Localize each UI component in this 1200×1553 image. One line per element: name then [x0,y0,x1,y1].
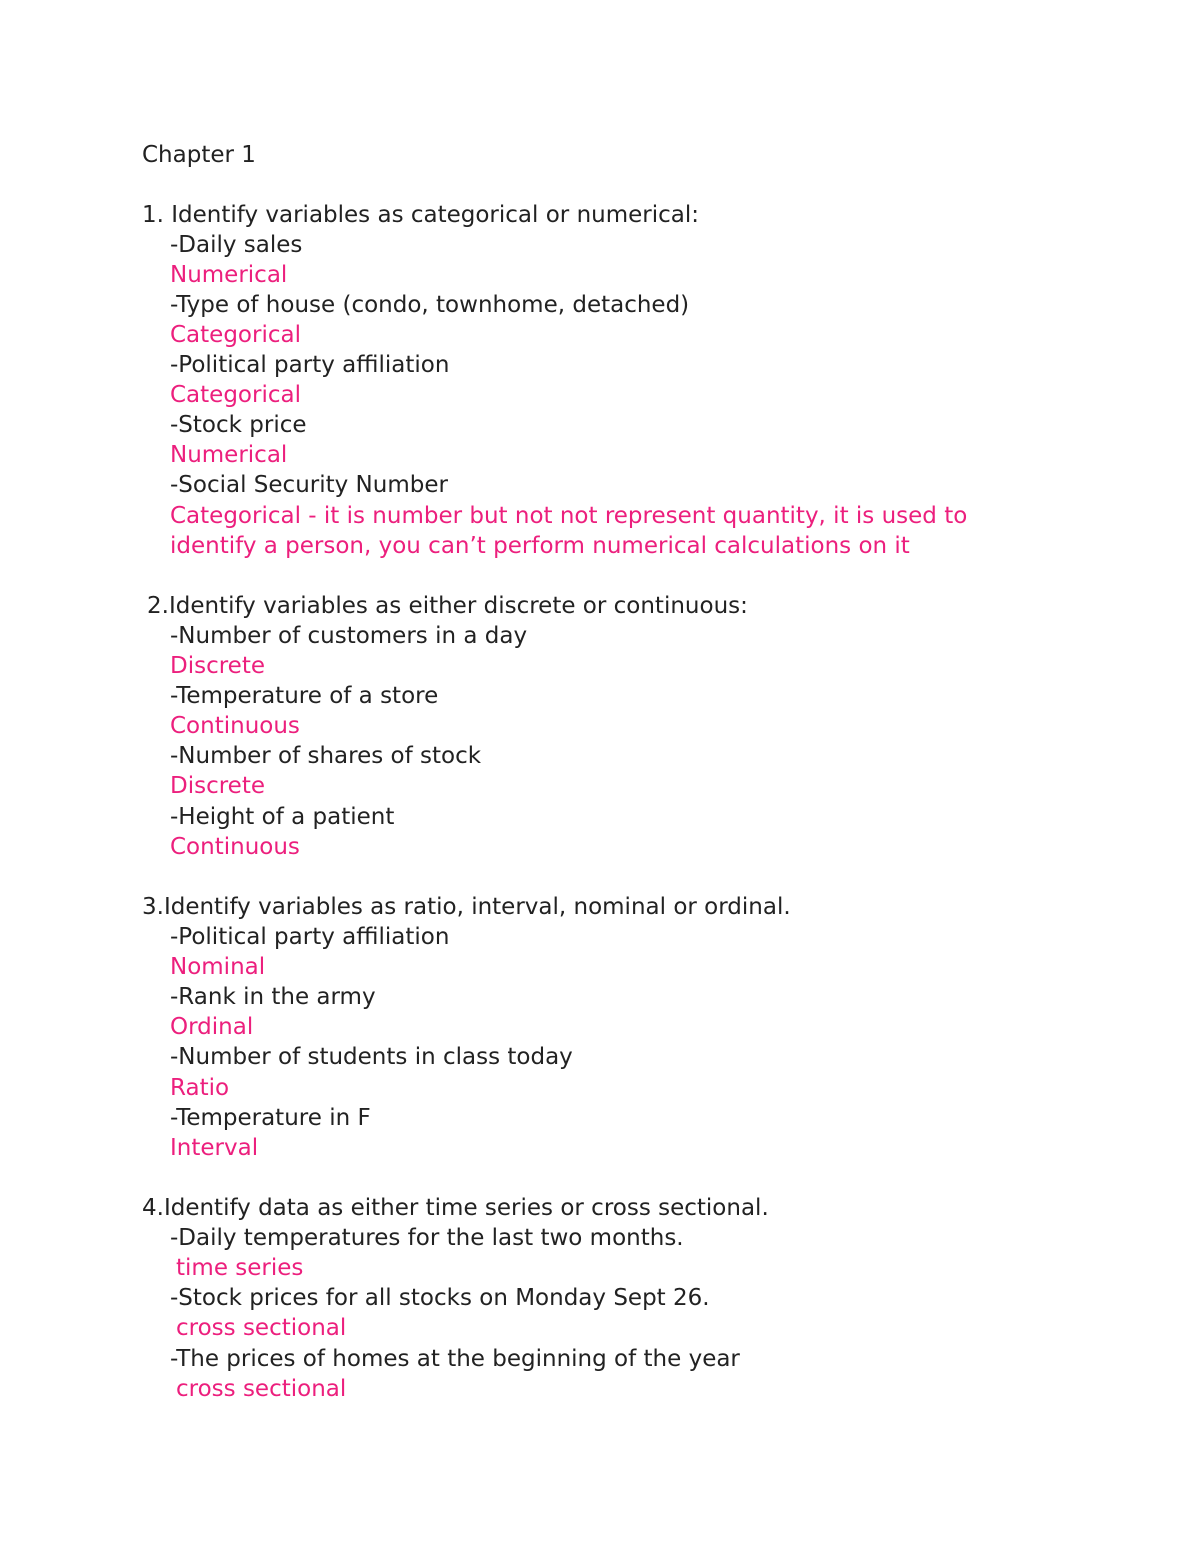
item-answer: Ratio [170,1075,230,1101]
item-prompt: -Height of a patient [170,804,395,830]
item-prompt: -The prices of homes at the beginning of the year [170,1346,740,1372]
item-answer: Interval [170,1135,259,1161]
item-prompt: -Political party affiliation [170,352,450,378]
item-answer: Categorical [170,322,301,348]
item-prompt: -Stock price [170,412,307,438]
item-prompt: -Temperature of a store [170,683,439,709]
item-answer: time series [176,1255,304,1281]
question-1: 1. Identify variables as categorical or numerical: [142,202,699,228]
item-prompt: -Number of students in class today [170,1044,573,1070]
item-answer: Continuous [170,834,300,860]
item-prompt: -Political party affiliation [170,924,450,950]
item-prompt: -Daily sales [170,232,303,258]
item-prompt: -Stock prices for all stocks on Monday Sept 26. [170,1285,710,1311]
item-answer: Categorical [170,382,301,408]
question-3: 3.Identify variables as ratio, interval, nominal or ordinal. [142,894,791,920]
item-answer: cross sectional [176,1376,347,1402]
item-answer: Nominal [170,954,266,980]
question-2: 2.Identify variables as either discrete or continuous: [147,593,748,619]
question-4: 4.Identify data as either time series or cross sectional. [142,1195,769,1221]
item-prompt: -Daily temperatures for the last two months. [170,1225,684,1251]
item-answer: Categorical - it is number but not not represent quantity, it is used to [170,503,968,529]
item-prompt: -Type of house (condo, townhome, detached) [170,292,690,318]
item-answer: Discrete [170,773,265,799]
item-answer: Ordinal [170,1014,254,1040]
item-answer: Discrete [170,653,265,679]
item-prompt: -Social Security Number [170,472,448,498]
item-answer-continued: identify a person, you can’t perform numerical calculations on it [170,533,910,559]
item-prompt: -Rank in the army [170,984,376,1010]
item-prompt: -Number of shares of stock [170,743,482,769]
item-answer: cross sectional [176,1315,347,1341]
item-prompt: -Temperature in F [170,1105,371,1131]
item-prompt: -Number of customers in a day [170,623,528,649]
item-answer: Numerical [170,262,288,288]
item-answer: Continuous [170,713,300,739]
item-answer: Numerical [170,442,288,468]
chapter-title: Chapter 1 [142,142,256,168]
